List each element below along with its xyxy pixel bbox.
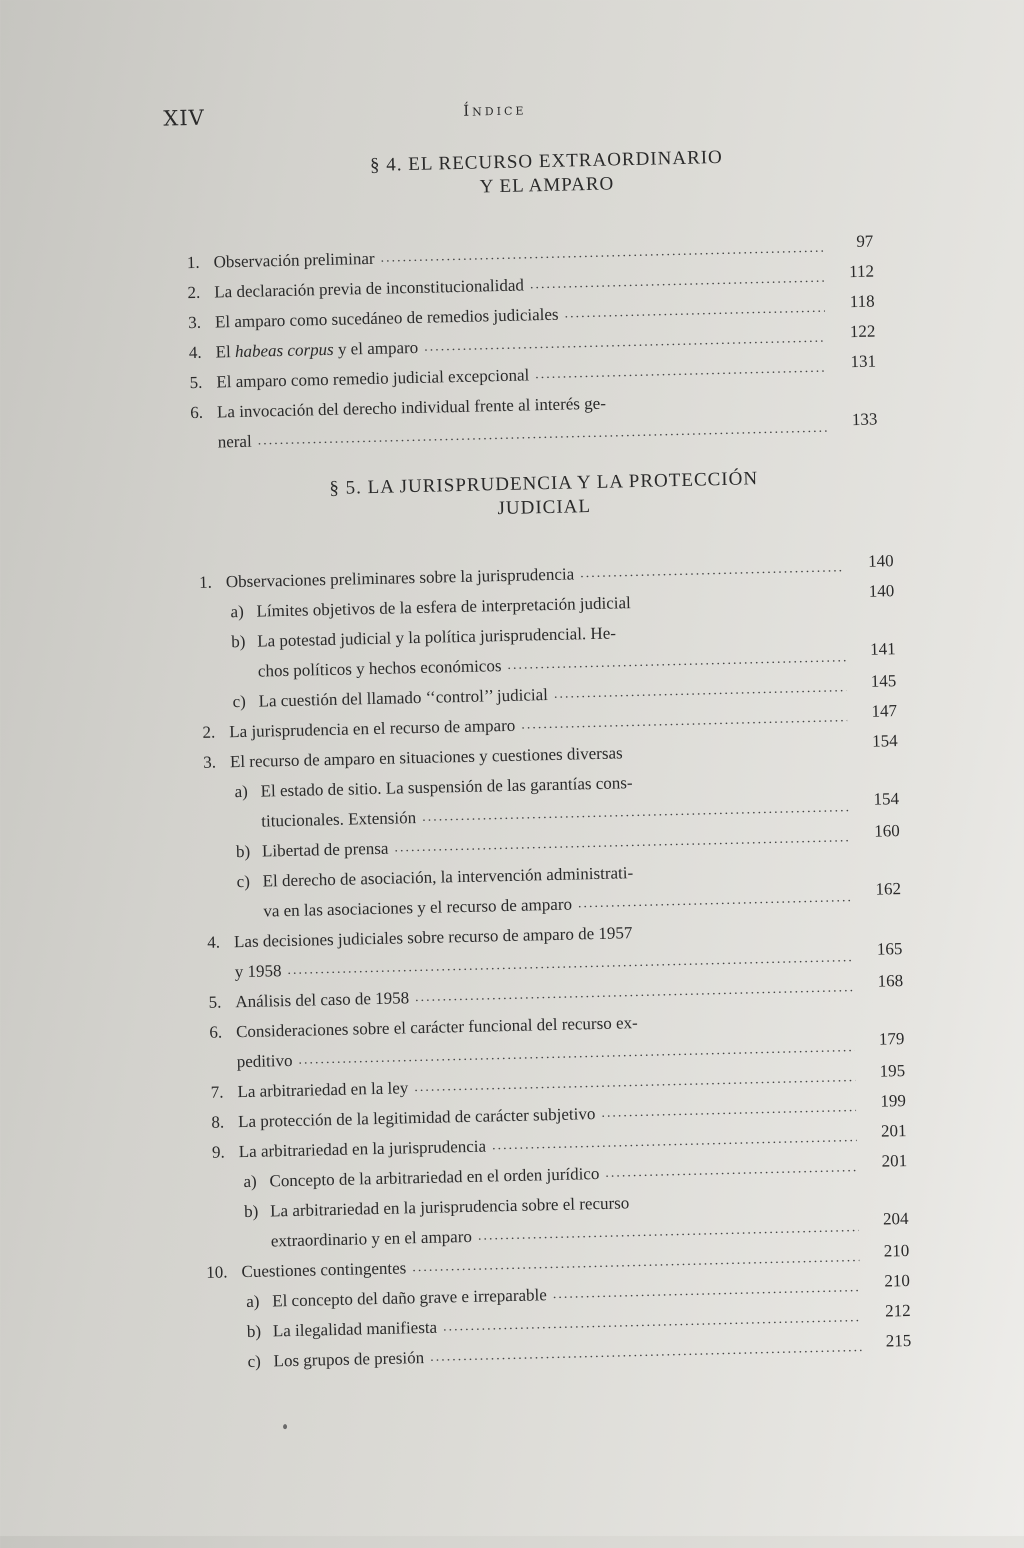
page-ref: 140 <box>868 581 895 601</box>
page-ref: 210 <box>883 1240 910 1261</box>
page-ref: 201 <box>881 1151 908 1171</box>
page-ref: 204 <box>882 1208 909 1229</box>
page-ref: 160 <box>873 821 900 841</box>
print-speck <box>283 1424 287 1429</box>
toc-entry[interactable]: 2. La declaración previa de inconstitucionalidad ..... 112 <box>174 263 875 309</box>
toc-subentry[interactable]: b) La potestad judicial y la política jurisprudencial. He- chos políticos y hechos económicos ..... 141 <box>187 612 896 688</box>
running-header <box>163 90 883 136</box>
toc-entry[interactable]: 6. La invocación del derecho individual frente al interés ge- neral ..... 133 <box>177 382 878 458</box>
toc-subentry[interactable]: a) Límites objetivos de la esfera de interpretación judicial 140 <box>186 582 894 628</box>
page-ref: 201 <box>880 1121 907 1141</box>
section-5-toc <box>186 552 912 1378</box>
section-5-heading: § 5. LA JURISPRUDENCIA Y LA PROTECCIÓN JUDICIAL <box>329 468 759 520</box>
toc-subentry[interactable]: b) La arbitrariedad en la jurisprudencia sobre el recurso extraordinario y en el amparo ..... 204 <box>200 1182 909 1258</box>
toc-entry[interactable]: 1. Observación preliminar ..... 97 <box>173 233 874 279</box>
page-ref: 140 <box>867 551 894 571</box>
page-ref: 133 <box>851 409 878 430</box>
toc-entry[interactable]: 7. La arbitrariedad en la ley ..... 195 <box>197 1062 905 1108</box>
toc-entry[interactable]: 10. Cuestiones contingentes ..... 210 <box>201 1242 909 1288</box>
running-title: Índice <box>463 100 527 120</box>
page-ref: 141 <box>869 639 896 659</box>
page-ref: 154 <box>873 789 900 809</box>
toc-subentry[interactable]: b) Libertad de prensa ..... 160 <box>192 822 900 868</box>
page-ref: 154 <box>871 731 898 751</box>
page-ref: 97 <box>856 231 874 251</box>
toc-entry[interactable]: 4. Las decisiones judiciales sobre recurso de amparo de 1957 y 1958 ..... 165 <box>194 912 903 988</box>
page-ref: 168 <box>877 971 904 991</box>
section-4-toc <box>173 233 878 459</box>
toc-entry[interactable]: 9. La arbitrariedad en la jurisprudencia ..... 201 <box>198 1122 906 1168</box>
toc-entry[interactable]: 2. La jurisprudencia en el recurso de amparo ..... 147 <box>189 702 897 748</box>
page-ref: 195 <box>879 1061 906 1081</box>
section-4-heading: § 4. EL RECURSO EXTRAORDINARIO Y EL AMPARO <box>369 146 724 198</box>
page-ref: 215 <box>885 1330 912 1351</box>
page-ref: 112 <box>848 261 875 282</box>
toc-entry[interactable]: 6. Consideraciones sobre el carácter funcional del recurso ex- peditivo ..... 179 <box>196 1002 905 1078</box>
toc-subentry[interactable]: c) El derecho de asociación, la intervención administrati- va en las asociaciones y el recurso de amparo ..... 162 <box>192 852 901 928</box>
toc-subentry[interactable]: a) Concepto de la arbitrariedad en el orden jurídico ..... 201 <box>199 1152 907 1198</box>
toc-subentry[interactable]: b) La ilegalidad manifiesta ..... 212 <box>203 1302 911 1348</box>
toc-entry[interactable]: 1. Observaciones preliminares sobre la jurisprudencia ..... 140 <box>186 552 894 598</box>
toc-entry[interactable]: 8. La protección de la legitimidad de carácter subjetivo ..... 199 <box>198 1092 906 1138</box>
page-ref: 179 <box>878 1029 905 1049</box>
toc-entry[interactable]: 3. El amparo como sucedáneo de remedios judiciales ..... 118 <box>175 293 876 339</box>
page-ref: 210 <box>884 1270 911 1291</box>
page-ref: 212 <box>884 1300 911 1321</box>
page-ref: 147 <box>871 701 898 721</box>
page-ref: 199 <box>880 1091 907 1111</box>
page-ref: 165 <box>876 939 903 959</box>
page-ref: 145 <box>870 671 897 691</box>
toc-subentry[interactable]: c) La cuestión del llamado ‘‘control’’ judicial ..... 145 <box>188 672 896 718</box>
page-ref: 131 <box>850 351 877 372</box>
toc-entry[interactable]: 5. Análisis del caso de 1958 ..... 168 <box>195 972 903 1018</box>
page-ref: 118 <box>849 291 875 312</box>
toc-subentry[interactable]: c) Los grupos de presión ..... 215 <box>203 1332 911 1378</box>
page-ref: 122 <box>849 321 876 342</box>
italic-term: habeas corpus <box>234 339 334 362</box>
toc-entry[interactable]: 4. El habeas corpus y el amparo ..... 122 <box>175 323 876 369</box>
page-ref: 162 <box>875 879 902 899</box>
toc-subentry[interactable]: a) El concepto del daño grave e irreparable ..... 210 <box>202 1272 910 1318</box>
toc-entry[interactable]: 3. El recurso de amparo en situaciones y cuestiones diversas 154 <box>190 732 898 778</box>
toc-subentry[interactable]: a) El estado de sitio. La suspensión de las garantías cons- titucionales. Extensión ..... 154 <box>190 762 899 838</box>
toc-entry[interactable]: 5. El amparo como remedio judicial excepcional ..... 131 <box>176 353 877 399</box>
page-number: XIV <box>163 105 206 131</box>
